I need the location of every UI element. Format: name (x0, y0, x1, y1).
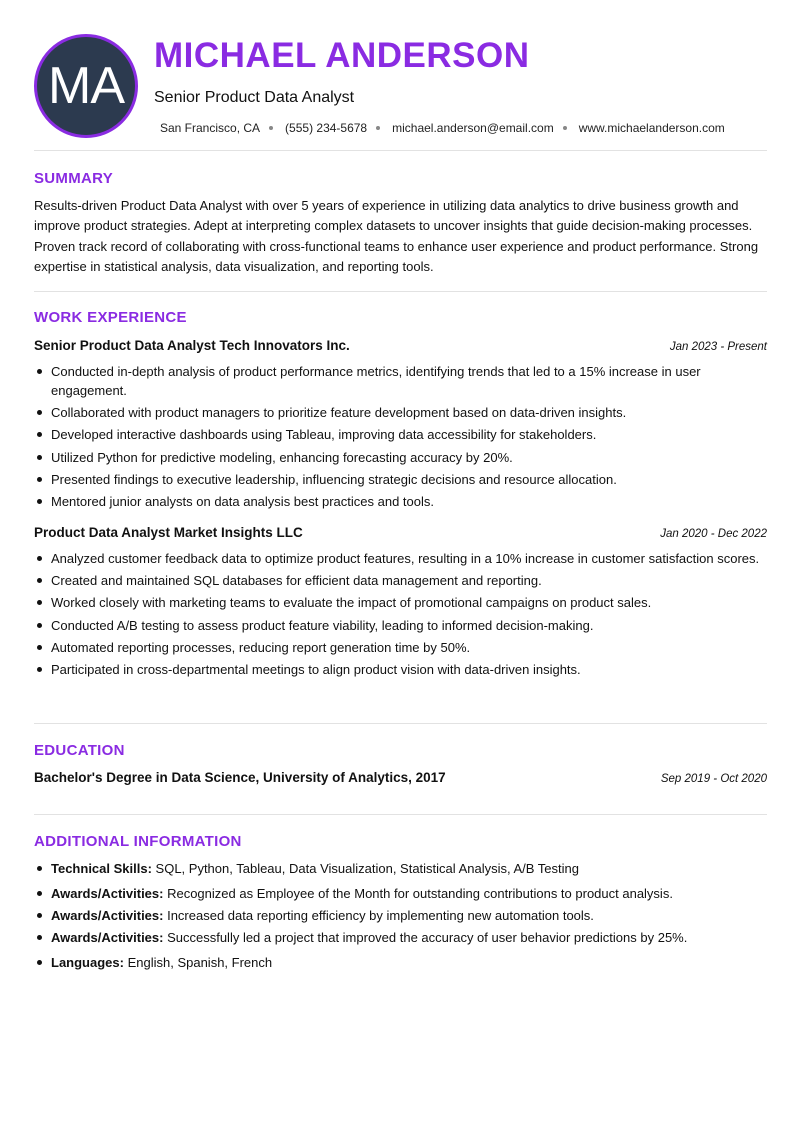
section-divider (34, 150, 767, 151)
list-item: Utilized Python for predictive modeling, enhancing forecasting accuracy by 20%. (34, 448, 764, 467)
item-text: Increased data reporting efficiency by implementing new automation tools. (163, 908, 594, 924)
separator-dot-icon (563, 126, 567, 130)
list-item (34, 906, 764, 925)
avatar-initials: MA (34, 34, 138, 138)
item-text: English, Spanish, French (123, 955, 273, 971)
item-text: Successfully led a project that improved the accuracy of user behavior predictions by 25%. (163, 930, 688, 946)
item-label: Awards/Activities: (51, 930, 164, 946)
job-role: Product Data Analyst Market Insights LLC (34, 525, 303, 540)
list-item: Worked closely with marketing teams to evaluate the impact of promotional campaigns on product sales. (34, 593, 764, 612)
experience-heading: WORK EXPERIENCE (34, 309, 187, 326)
list-item: Conducted in-depth analysis of product performance metrics, identifying trends that led to a 15% increase in user engagement. (34, 362, 764, 400)
job-title: Senior Product Data Analyst (154, 89, 355, 106)
list-item: Collaborated with product managers to prioritize feature development based on data-driven insights. (34, 403, 764, 422)
contact-location: San Francisco, CA (160, 121, 261, 135)
job-dates: Jan 2020 - Dec 2022 (660, 528, 767, 540)
list-item: Analyzed customer feedback data to optimize product features, resulting in a 10% increase in customer satisfaction scores. (34, 549, 764, 568)
job-bullets (34, 362, 764, 514)
contact-website[interactable]: www.michaelanderson.com (578, 121, 725, 135)
job-dates: Jan 2023 - Present (669, 341, 767, 353)
list-item: Automated reporting processes, reducing report generation time by 50%. (34, 638, 764, 657)
item-label: Technical Skills: (51, 861, 152, 876)
section-divider (34, 723, 767, 724)
list-item: Developed interactive dashboards using Tableau, improving data accessibility for stakeholders. (34, 425, 764, 444)
section-divider (34, 291, 767, 292)
education-heading: EDUCATION (34, 742, 125, 759)
summary-text: Results-driven Product Data Analyst with over 5 years of experience in utilizing data analytics to drive business growth and improve product strategies. Adept at interpreting complex datasets to uncover insights that guide decision-making processes. Proven track record of collaborating with cross-functional teams to enhance user experience and product performance. Strong expertise in statistical analysis, data visualization, and reporting tools. (34, 198, 759, 274)
additional-heading: ADDITIONAL INFORMATION (34, 833, 242, 850)
job-header (34, 525, 767, 540)
list-item (34, 884, 764, 903)
item-label: Languages: (51, 955, 124, 971)
education-dates: Sep 2019 - Oct 2020 (660, 773, 767, 785)
contact-line (160, 121, 725, 135)
list-item (34, 928, 764, 947)
item-label: Awards/Activities: (51, 886, 164, 901)
list-item (34, 859, 764, 878)
separator-dot-icon (269, 126, 273, 130)
list-item: Participated in cross-departmental meetings to align product vision with data-driven insights. (34, 660, 764, 679)
additional-list (34, 859, 764, 976)
education-degree: Bachelor's Degree in Data Science, University of Analytics, 2017 (34, 770, 446, 785)
job-bullets (34, 549, 764, 682)
item-text: Recognized as Employee of the Month for outstanding contributions to product analysis. (163, 886, 673, 901)
job-header (34, 338, 767, 353)
list-item (34, 953, 764, 972)
list-item: Conducted A/B testing to assess product feature viability, leading to informed decision-making. (34, 616, 764, 635)
contact-phone: (555) 234-5678 (285, 121, 368, 135)
contact-email[interactable]: michael.anderson@email.com (392, 121, 554, 135)
summary-heading: SUMMARY (34, 170, 114, 187)
list-item: Created and maintained SQL databases for efficient data management and reporting. (34, 571, 764, 590)
job-role: Senior Product Data Analyst Tech Innovators Inc. (34, 338, 350, 353)
item-text: SQL, Python, Tableau, Data Visualization, Statistical Analysis, A/B Testing (151, 861, 579, 876)
section-divider (34, 814, 767, 815)
list-item: Presented findings to executive leadership, influencing strategic decisions and resource allocation. (34, 470, 764, 489)
separator-dot-icon (376, 126, 380, 130)
list-item: Mentored junior analysts on data analysis best practices and tools. (34, 492, 764, 511)
item-label: Awards/Activities: (51, 908, 164, 924)
candidate-name: MICHAEL ANDERSON (154, 36, 530, 75)
education-row (34, 770, 767, 785)
